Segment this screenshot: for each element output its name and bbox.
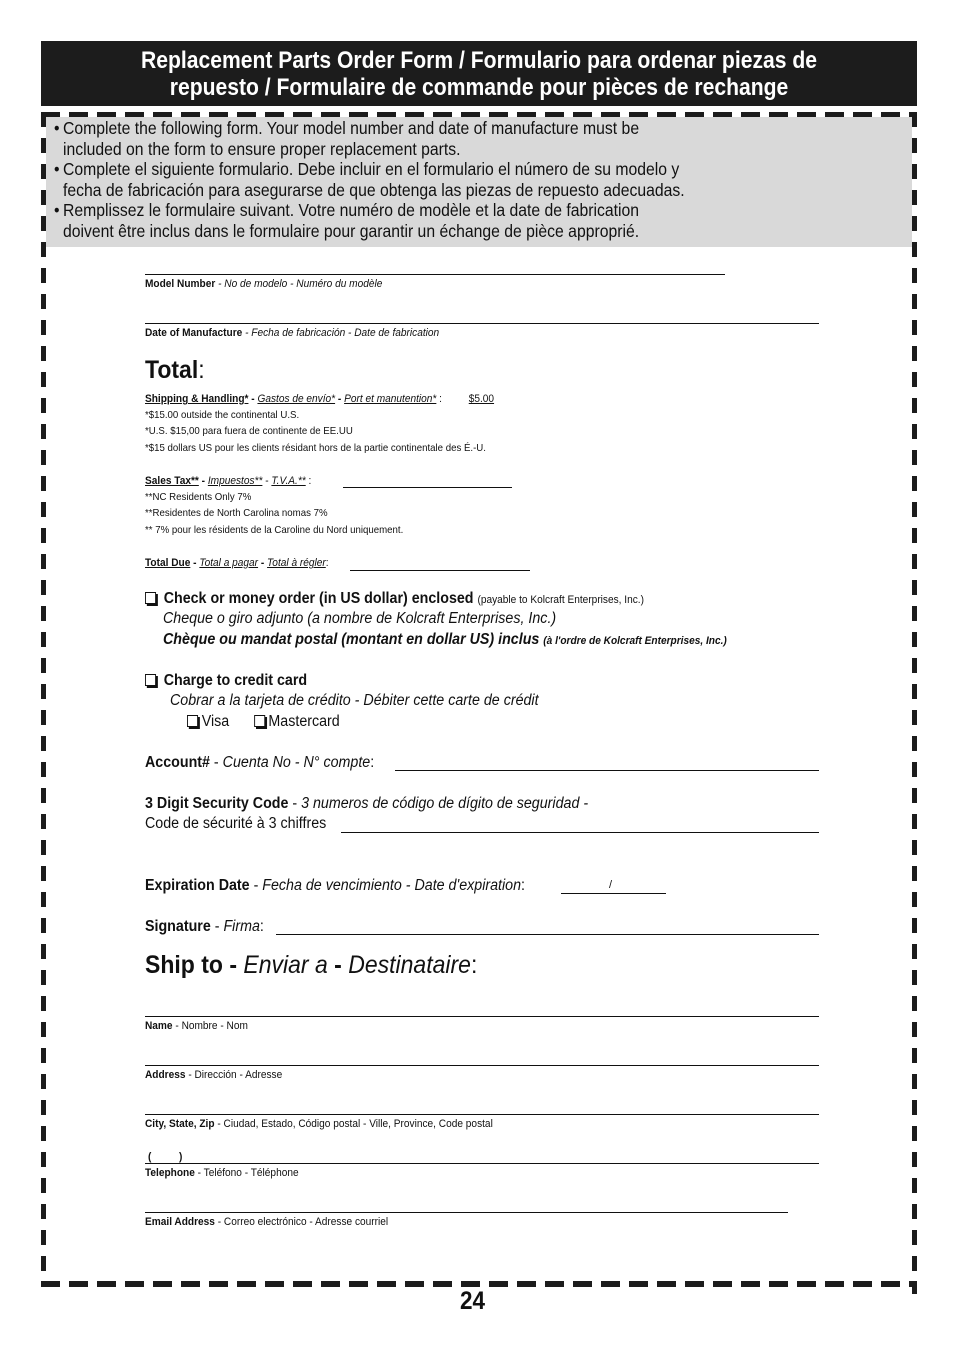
payment-check-payable: (payable to Kolcraft Enterprises, Inc.) (477, 594, 644, 606)
city-state-zip-field[interactable] (145, 1114, 819, 1115)
address-field[interactable] (145, 1065, 819, 1066)
name-label: Name - Nombre - Nom (145, 1020, 248, 1032)
bullet-icon: • (54, 200, 60, 220)
security-code-label: 3 Digit Security Code - 3 numeros de código de dígito de seguridad - (145, 795, 589, 812)
payment-check-fr: Chèque ou mandat postal (montant en dollar US) inclus (à l'ordre de Kolcraft Enterprises, Inc.) (163, 631, 727, 648)
instruction-fr-line1: Remplissez le formulaire suivant. Votre numéro de modèle et la date de fabrication (63, 200, 640, 220)
instruction-es-line2: fecha de fabricación para asegurarse de que obtenga las piezas de repuesto adecuadas. (63, 179, 685, 200)
date-of-manufacture-field[interactable] (145, 323, 819, 324)
form-header (41, 41, 917, 106)
expiration-field[interactable] (561, 893, 666, 894)
expiration-slash: / (609, 879, 613, 891)
total-due-field[interactable] (350, 570, 530, 571)
name-field[interactable] (145, 1016, 819, 1017)
security-code-label-fr: Code de sécurité à 3 chiffres (145, 815, 327, 832)
shipping-note-2: *U.S. $15,00 para fuera de continente de EE.UU (145, 425, 353, 437)
visa-option[interactable]: Visa (187, 713, 229, 730)
model-number-label: Model Number - No de modelo - Numéro du modèle (145, 278, 383, 290)
page-number: 24 (460, 1287, 486, 1315)
model-number-field[interactable] (145, 274, 725, 275)
shipping-note-1: *$15.00 outside the continental U.S. (145, 409, 300, 421)
sales-tax-label: Sales Tax** - Impuestos** - T.V.A.** : (145, 475, 312, 487)
mastercard-option[interactable]: Mastercard (254, 713, 340, 730)
instruction-fr-line2: doivent être inclus dans le formulaire pour garantir un échange de pièce approprié. (63, 220, 640, 241)
email-label: Email Address - Correo electrónico - Adresse courriel (145, 1216, 389, 1228)
credit-card-checkbox[interactable] (145, 674, 156, 686)
payment-card-option[interactable] (145, 672, 307, 690)
account-field[interactable] (395, 770, 819, 771)
payment-card-es-fr: Cobrar a la tarjeta de crédito - Débiter cette carte de crédit (170, 692, 539, 709)
instructions-panel (46, 117, 912, 247)
expiration-label: Expiration Date - Fecha de vencimiento - Date d'expiration: (145, 877, 526, 894)
payment-check-option[interactable] (145, 590, 644, 608)
mastercard-checkbox[interactable] (254, 715, 265, 727)
telephone-area-code: ( ) (148, 1151, 183, 1163)
payment-card-label: Charge to credit card (163, 672, 308, 689)
shipping-label: Shipping & Handling* - Gastos de envío* - Port et manutention* : $5.00 (145, 393, 495, 405)
security-code-field[interactable] (341, 832, 819, 833)
sales-tax-field[interactable] (343, 487, 512, 488)
bullet-icon: • (54, 159, 60, 179)
total-due-label: Total Due - Total a pagar - Total à régler: (145, 557, 329, 569)
shipping-note-3: *$15 dollars US pour les clients résidant hors de la partie continentale des É.-U. (145, 442, 486, 454)
telephone-label: Telephone - Teléfono - Téléphone (145, 1167, 299, 1179)
form-title-line1: Replacement Parts Order Form / Formulario para ordenar piezas de (140, 47, 818, 74)
form-title-line2: repuesto / Formulaire de commande pour pièces de rechange (169, 74, 789, 101)
city-state-zip-label: City, State, Zip - Ciudad, Estado, Código postal - Ville, Province, Code postal (145, 1118, 493, 1130)
visa-checkbox[interactable] (187, 715, 198, 727)
sales-tax-note-3: ** 7% pour les résidents de la Caroline du Nord uniquement. (145, 524, 404, 536)
payment-check-label: Check or money order (in US dollar) enclosed (163, 590, 474, 607)
signature-field[interactable] (276, 934, 819, 935)
instruction-item-es (54, 159, 685, 200)
sales-tax-note-2: **Residentes de North Carolina nomas 7% (145, 507, 328, 519)
email-field[interactable] (145, 1212, 788, 1213)
instruction-en-line1: Complete the following form. Your model number and date of manufacture must be (63, 118, 640, 138)
date-of-manufacture-label: Date of Manufacture - Fecha de fabricación - Date de fabrication (145, 327, 440, 339)
dashed-border-left (41, 112, 46, 1287)
total-heading: Total: (145, 356, 205, 384)
payment-check-es: Cheque o giro adjunto (a nombre de Kolcraft Enterprises, Inc.) (163, 610, 557, 627)
instruction-en-line2: included on the form to ensure proper replacement parts. (63, 138, 461, 159)
telephone-field[interactable] (145, 1163, 819, 1164)
ship-to-heading: Ship to - Enviar a - Destinataire: (145, 951, 478, 979)
card-type-options (187, 713, 340, 731)
instruction-es-line1: Complete el siguiente formulario. Debe incluir en el formulario el número de su modelo y (63, 159, 680, 179)
sales-tax-note-1: **NC Residents Only 7% (145, 491, 252, 503)
account-label: Account# - Cuenta No - N° compte: (145, 754, 375, 771)
shipping-amount: $5.00 (468, 393, 495, 405)
instruction-item-en (54, 118, 639, 159)
address-label: Address - Dirección - Adresse (145, 1069, 283, 1081)
bullet-icon: • (54, 118, 60, 138)
dashed-border-right (912, 112, 917, 1294)
signature-label: Signature - Firma: (145, 918, 264, 935)
check-checkbox[interactable] (145, 592, 156, 604)
instruction-item-fr (54, 200, 639, 241)
